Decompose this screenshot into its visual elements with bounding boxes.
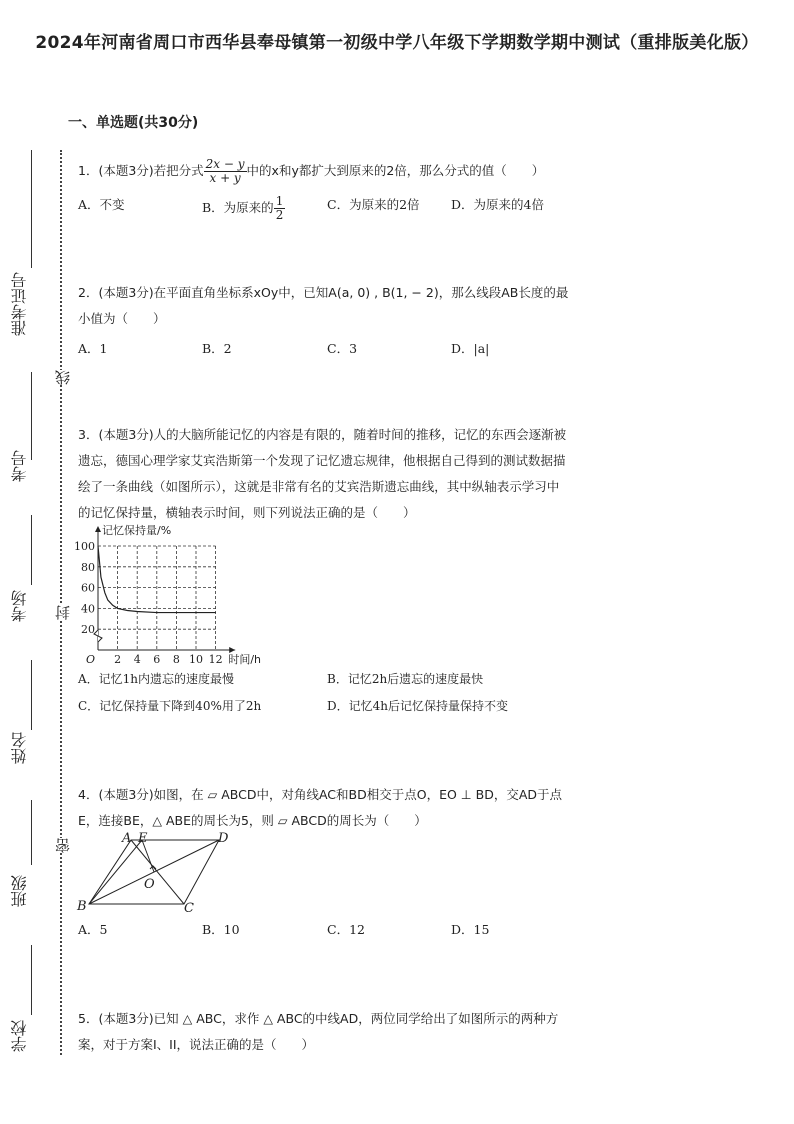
parallelogram-figure bbox=[72, 830, 232, 912]
q3-option-a[interactable]: A．记忆1h内遗忘的速度最慢 bbox=[78, 672, 235, 686]
y-axis-label: 记忆保持量/% bbox=[102, 524, 172, 537]
x-tick-label: 4 bbox=[133, 653, 141, 666]
y-axis-arrow bbox=[95, 526, 101, 532]
q3-option-d[interactable]: D．记忆4h后记忆保持量保持不变 bbox=[327, 699, 508, 713]
diagonal-ac bbox=[131, 840, 184, 904]
side-underline bbox=[31, 660, 32, 730]
q3-option-c[interactable]: C．记忆保持量下降到40%用了2h bbox=[78, 699, 262, 713]
q4-option-a[interactable]: A．5 bbox=[78, 922, 108, 937]
section-heading: 一、单选题(共30分) bbox=[68, 115, 199, 131]
label-b: B bbox=[77, 899, 87, 912]
q2-option-c[interactable]: C．3 bbox=[327, 341, 358, 356]
question-4 bbox=[78, 782, 578, 834]
side-underline bbox=[31, 800, 32, 865]
x-tick-label: 6 bbox=[153, 653, 161, 666]
side-underline bbox=[31, 372, 32, 460]
q3-option-b[interactable]: B．记忆2h后遗忘的速度最快 bbox=[327, 672, 484, 686]
q2-option-a[interactable]: A．1 bbox=[78, 341, 108, 356]
side-underline bbox=[31, 150, 32, 268]
side-underline bbox=[31, 515, 32, 585]
q1-option-a[interactable]: A．不变 bbox=[78, 197, 125, 212]
question-4-line-2: E，连接BE，△ ABE的周长为5，则 ▱ ABCD的周长为（ ） bbox=[78, 813, 427, 828]
q1-option-b-text: B．为原来的 bbox=[202, 200, 274, 215]
question-4-line-1: 4．(本题3分)如图，在 ▱ ABCD中，对角线AC和BD相交于点O，EO ⊥ BD，交AD于点 bbox=[78, 787, 563, 802]
q4-option-c[interactable]: C．12 bbox=[327, 922, 365, 937]
question-2-line-2: 小值为（ ） bbox=[78, 311, 166, 326]
axis-break-mark bbox=[94, 630, 102, 642]
forgetting-curve-chart bbox=[72, 520, 272, 668]
side-label-exam-no: 考号 bbox=[10, 450, 29, 482]
q2-option-d[interactable]: D．|a| bbox=[451, 341, 490, 356]
binding-label-line: 线 bbox=[54, 370, 72, 385]
q4-option-d[interactable]: D．15 bbox=[451, 922, 490, 937]
side-label-class: 班级 bbox=[10, 875, 29, 907]
label-d: D bbox=[218, 831, 229, 846]
side-label-exam-id: 准考证号 bbox=[10, 272, 29, 336]
x-tick-label: 12 bbox=[208, 653, 223, 666]
label-c: C bbox=[184, 901, 194, 912]
binding-label-seal: 封 bbox=[54, 605, 72, 620]
question-3-line-3: 绘了一条曲线（如图所示），这就是非常有名的艾宾浩斯遗忘曲线，其中纵轴表示学习中 bbox=[78, 479, 560, 494]
q1-option-d[interactable]: D．为原来的4倍 bbox=[451, 197, 544, 212]
y-tick-label: 20 bbox=[81, 623, 95, 637]
question-1-prefix: 1．(本题3分)若把分式 bbox=[78, 163, 204, 178]
label-o: O bbox=[144, 877, 155, 892]
question-3-line-1: 3．(本题3分)人的大脑所能记忆的内容是有限的，随着时间的推移，记忆的东西会逐渐被 bbox=[78, 427, 567, 442]
x-tick-label: 8 bbox=[172, 653, 180, 666]
fraction-denominator: x + y bbox=[209, 171, 241, 185]
question-2 bbox=[78, 280, 578, 332]
question-3 bbox=[78, 422, 578, 526]
side-underline bbox=[31, 945, 32, 1015]
question-3-line-2: 遗忘，德国心理学家艾宾浩斯第一个发现了记忆遗忘规律，他根据自己得到的测试数据描 bbox=[78, 453, 566, 468]
question-2-line-1: 2．(本题3分)在平面直角坐标系xOy中，已知A(a, 0) , B(1, − 2)，那么线段AB长度的最 bbox=[78, 285, 569, 300]
binding-dotted-line bbox=[60, 150, 62, 1055]
label-a: A bbox=[122, 831, 132, 846]
question-5-line-2: 案，对于方案I、II，说法正确的是（ ） bbox=[78, 1037, 315, 1052]
x-axis-label: 时间/h bbox=[228, 653, 262, 666]
q1-option-b[interactable] bbox=[202, 195, 285, 222]
origin-label: O bbox=[86, 653, 96, 666]
q2-option-b[interactable]: B．2 bbox=[202, 341, 232, 356]
side-label-exam-room: 考场 bbox=[10, 590, 29, 622]
question-5 bbox=[78, 1006, 578, 1058]
y-tick-label: 100 bbox=[74, 540, 95, 553]
page-title: 2024年河南省周口市西华县奉母镇第一初级中学八年级下学期数学期中测试（重排版美化版） bbox=[35, 33, 759, 53]
fraction-denominator: 2 bbox=[275, 208, 284, 222]
segment-be bbox=[89, 840, 142, 904]
q1-option-c[interactable]: C．为原来的2倍 bbox=[327, 197, 420, 212]
fraction-numerator: 1 bbox=[275, 194, 284, 208]
question-1-fraction bbox=[204, 158, 247, 185]
fraction-numerator: 2x − y bbox=[205, 157, 245, 171]
question-5-line-1: 5．(本题3分)已知 △ ABC，求作 △ ABC的中线AD，两位同学给出了如图所示的两种方 bbox=[78, 1011, 559, 1026]
x-tick-label: 10 bbox=[189, 653, 203, 666]
question-1 bbox=[78, 158, 578, 185]
binding-label-secret: 密 bbox=[54, 838, 72, 853]
y-tick-label: 60 bbox=[81, 581, 95, 595]
side-label-school: 学校 bbox=[10, 1020, 29, 1052]
question-1-suffix: 中的x和y都扩大到原来的2倍，那么分式的值（ ） bbox=[246, 163, 545, 178]
question-3-line-4: 的记忆保持量，横轴表示时间，则下列说法正确的是（ ） bbox=[78, 505, 416, 520]
x-tick-label: 2 bbox=[114, 653, 122, 666]
y-tick-label: 80 bbox=[81, 560, 95, 574]
label-e: E bbox=[138, 831, 148, 846]
q4-option-b[interactable]: B．10 bbox=[202, 922, 240, 937]
q1-option-b-fraction bbox=[274, 195, 286, 222]
side-label-name: 姓名 bbox=[10, 732, 29, 764]
y-tick-label: 40 bbox=[81, 602, 95, 616]
